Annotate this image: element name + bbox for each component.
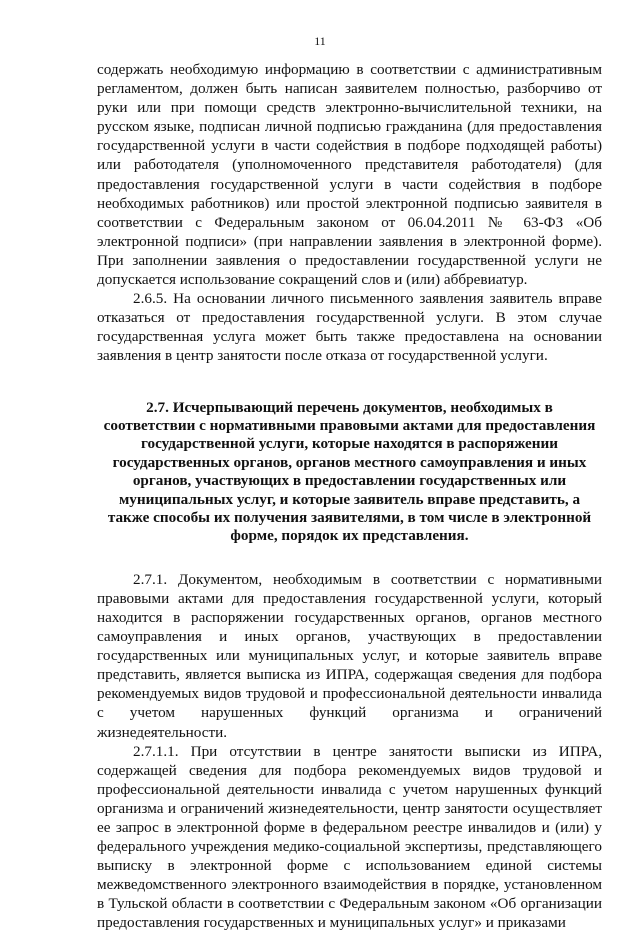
paragraph-2-7-1: 2.7.1. Документом, необходимым в соответствии с нормативными правовыми актами для предоставления государственной услуги, который находится в распоряжении государственных органов, органов местного самоуправления и иных органов, участвующих в предоставлении государственных или муниципальных услуг, и которые заявитель вправе представить, является выписка из ИПРА, содержащая сведения для подбора рекомендуемых видов трудовой и профессиональной деятельности инвалида с учетом нарушенных функций организма и ограничений жизнедеятельности. [97, 570, 602, 741]
paragraph-continuation: содержать необходимую информацию в соответствии с административным регламентом, должен быть написан заявителем полностью, разборчиво от руки или при помощи средств электронно-вычислительной техники, на русском языке, подписан личной подписью гражданина (для предоставления государственной услуги в части содействия в подборе подходящей работы) или работодателя (уполномоченного представителя работодателя) (для предоставления государственной услуги в части содействия в подборе необходимых работников) или простой электронной подписью заявителя в соответствии с Федеральным законом от 06.04.2011 № 63-ФЗ «Об электронной подписи» (при направлении заявления в электронной форме). При заполнении заявления о предоставлении государственной услуги не допускается использование сокращений слов и (или) аббревиатур. [97, 61, 602, 289]
spacer [97, 366, 602, 399]
page-number: 11 [314, 34, 326, 48]
paragraph-2-7-1-1: 2.7.1.1. При отсутствии в центре занятости выписки из ИПРА, содержащей сведения для подбора рекомендуемых видов трудовой и профессиональной деятельности инвалида с учетом нарушенных функций организма и ограничений жизнедеятельности, центр занятости осуществляет ее запрос в электронной форме в федеральном реестре инвалидов и (или) у федерального учреждения медико-социальной экспертизы, представляющего выписку в электронной форме с использованием единой системы межведомственного электронного взаимодействия в порядке, установленном в Тульской области в соответствии с Федеральным законом «Об организации предоставления государственных и муниципальных услуг» и приказами [97, 742, 602, 932]
page-content [97, 60, 602, 933]
section-heading-2-7: 2.7. Исчерпывающий перечень документов, необходимых в соответствии с нормативными правовыми актами для предоставления государственной услуги, которые находятся в распоряжении государственных органов, органов местного самоуправления и иных органов, участвующих в предоставлении государственных или муниципальных услуг, и которые заявитель вправе представить, а также способы их получения заявителями, в том числе в электронной форме, порядок их представления. [103, 398, 596, 545]
spacer [97, 546, 602, 570]
paragraph-2-6-5: 2.6.5. На основании личного письменного заявления заявитель вправе отказаться от предоставления государственной услуги. В этом случае государственная услуга может быть также предоставлена на основании заявления в центр занятости после отказа от государственной услуги. [97, 290, 602, 365]
